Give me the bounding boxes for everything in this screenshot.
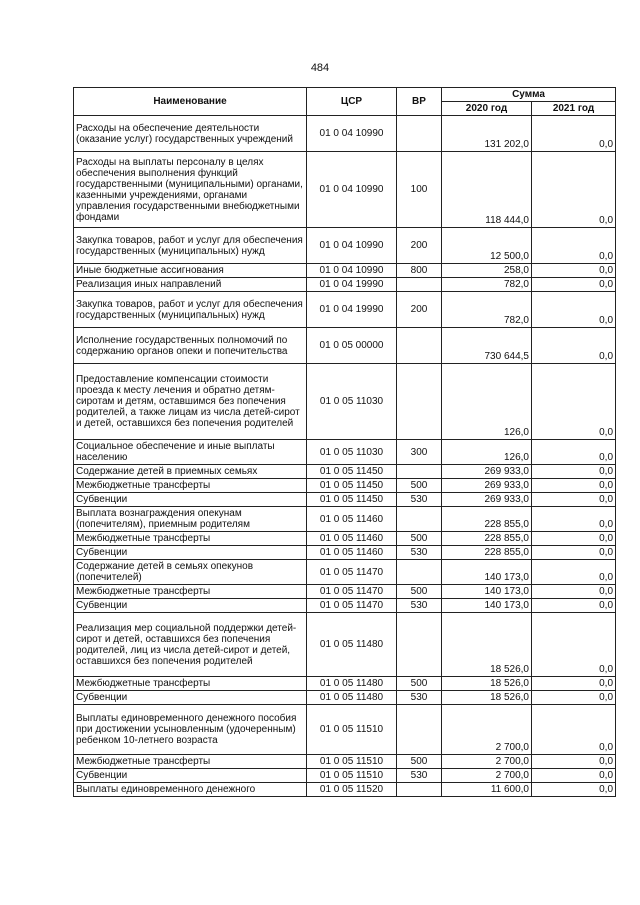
row-name: Реализация иных направлений (74, 278, 307, 292)
row-sum-2020: 2 700,0 (442, 705, 532, 755)
table-row (74, 278, 616, 292)
row-sum-2021: 0,0 (532, 465, 616, 479)
row-csr: 01 0 05 11480 (307, 691, 397, 705)
row-vr: 200 (397, 292, 442, 328)
row-name: Межбюджетные трансферты (74, 677, 307, 691)
page-number: 484 (310, 62, 330, 74)
table-row (74, 585, 616, 599)
table-row (74, 465, 616, 479)
row-csr: 01 0 05 00000 (307, 328, 397, 364)
table-row (74, 783, 616, 797)
table-row (74, 328, 616, 364)
table-row (74, 507, 616, 532)
row-name: Закупка товаров, работ и услуг для обеспечения государственных (муниципальных) нужд (74, 228, 307, 264)
row-sum-2020: 11 600,0 (442, 783, 532, 797)
row-sum-2021: 0,0 (532, 116, 616, 152)
table-row (74, 599, 616, 613)
row-vr (397, 364, 442, 440)
row-csr: 01 0 04 10990 (307, 264, 397, 278)
row-csr: 01 0 05 11510 (307, 769, 397, 783)
table-row (74, 493, 616, 507)
table-row (74, 705, 616, 755)
row-sum-2021: 0,0 (532, 228, 616, 264)
row-sum-2020: 228 855,0 (442, 507, 532, 532)
row-csr: 01 0 05 11520 (307, 783, 397, 797)
row-vr (397, 613, 442, 677)
row-name: Содержание детей в семьях опекунов (попечителей) (74, 560, 307, 585)
row-sum-2020: 126,0 (442, 364, 532, 440)
row-sum-2021: 0,0 (532, 546, 616, 560)
row-name: Расходы на выплаты персоналу в целях обеспечения выполнения функций государственными (муниципальными) органами, казенными учреждениями, органами управления государственными внебюджетными фондами (74, 152, 307, 228)
row-sum-2020: 126,0 (442, 440, 532, 465)
row-name: Выплата вознаграждения опекунам (попечителям), приемным родителям (74, 507, 307, 532)
row-vr: 500 (397, 677, 442, 691)
row-vr (397, 328, 442, 364)
row-sum-2021: 0,0 (532, 264, 616, 278)
row-sum-2021: 0,0 (532, 585, 616, 599)
header-csr: ЦСР (307, 88, 397, 116)
row-csr: 01 0 05 11510 (307, 705, 397, 755)
row-sum-2021: 0,0 (532, 493, 616, 507)
row-csr: 01 0 05 11510 (307, 755, 397, 769)
row-sum-2021: 0,0 (532, 755, 616, 769)
row-sum-2021: 0,0 (532, 613, 616, 677)
row-sum-2021: 0,0 (532, 278, 616, 292)
row-sum-2020: 269 933,0 (442, 479, 532, 493)
row-sum-2021: 0,0 (532, 364, 616, 440)
header-sum: Сумма (442, 88, 616, 102)
row-vr (397, 560, 442, 585)
row-vr: 500 (397, 755, 442, 769)
row-sum-2021: 0,0 (532, 705, 616, 755)
header-2021: 2021 год (532, 102, 616, 116)
row-csr: 01 0 05 11460 (307, 546, 397, 560)
row-sum-2021: 0,0 (532, 328, 616, 364)
table-row (74, 691, 616, 705)
row-sum-2020: 2 700,0 (442, 769, 532, 783)
row-vr (397, 116, 442, 152)
row-name: Субвенции (74, 691, 307, 705)
row-name: Иные бюджетные ассигнования (74, 264, 307, 278)
row-sum-2021: 0,0 (532, 691, 616, 705)
row-vr: 530 (397, 769, 442, 783)
table-row (74, 677, 616, 691)
row-csr: 01 0 04 19990 (307, 292, 397, 328)
row-vr: 530 (397, 691, 442, 705)
table-row (74, 364, 616, 440)
row-sum-2021: 0,0 (532, 677, 616, 691)
row-sum-2020: 18 526,0 (442, 691, 532, 705)
row-csr: 01 0 05 11030 (307, 364, 397, 440)
row-sum-2021: 0,0 (532, 507, 616, 532)
row-vr: 500 (397, 585, 442, 599)
row-csr: 01 0 04 10990 (307, 228, 397, 264)
row-csr: 01 0 05 11470 (307, 585, 397, 599)
row-csr: 01 0 04 10990 (307, 152, 397, 228)
row-name: Субвенции (74, 769, 307, 783)
row-csr: 01 0 05 11450 (307, 493, 397, 507)
row-vr (397, 278, 442, 292)
row-sum-2021: 0,0 (532, 152, 616, 228)
row-sum-2020: 140 173,0 (442, 599, 532, 613)
row-vr (397, 507, 442, 532)
row-csr: 01 0 05 11460 (307, 532, 397, 546)
row-sum-2020: 18 526,0 (442, 677, 532, 691)
row-vr (397, 465, 442, 479)
row-vr: 530 (397, 599, 442, 613)
row-csr: 01 0 05 11480 (307, 613, 397, 677)
row-sum-2021: 0,0 (532, 532, 616, 546)
row-csr: 01 0 05 11480 (307, 677, 397, 691)
row-name: Содержание детей в приемных семьях (74, 465, 307, 479)
row-sum-2020: 782,0 (442, 278, 532, 292)
row-csr: 01 0 05 11470 (307, 560, 397, 585)
row-name: Субвенции (74, 546, 307, 560)
row-vr: 530 (397, 493, 442, 507)
row-name: Расходы на обеспечение деятельности (оказание услуг) государственных учреждений (74, 116, 307, 152)
row-name: Межбюджетные трансферты (74, 479, 307, 493)
row-sum-2020: 782,0 (442, 292, 532, 328)
row-vr: 800 (397, 264, 442, 278)
row-name: Выплаты единовременного денежного пособия при достижении усыновленным (удочеренным) ребенком 10-летнего возраста (74, 705, 307, 755)
row-csr: 01 0 04 19990 (307, 278, 397, 292)
row-sum-2020: 730 644,5 (442, 328, 532, 364)
row-csr: 01 0 05 11460 (307, 507, 397, 532)
row-name: Субвенции (74, 599, 307, 613)
table-row (74, 228, 616, 264)
row-sum-2021: 0,0 (532, 292, 616, 328)
table-row (74, 440, 616, 465)
row-sum-2021: 0,0 (532, 769, 616, 783)
row-csr: 01 0 05 11470 (307, 599, 397, 613)
table-row (74, 613, 616, 677)
row-sum-2020: 140 173,0 (442, 560, 532, 585)
row-sum-2020: 118 444,0 (442, 152, 532, 228)
table-row (74, 152, 616, 228)
row-name: Межбюджетные трансферты (74, 532, 307, 546)
row-csr: 01 0 04 10990 (307, 116, 397, 152)
row-vr (397, 783, 442, 797)
row-sum-2020: 228 855,0 (442, 546, 532, 560)
row-sum-2020: 269 933,0 (442, 465, 532, 479)
table-row (74, 532, 616, 546)
row-vr (397, 705, 442, 755)
row-vr: 500 (397, 532, 442, 546)
row-vr: 200 (397, 228, 442, 264)
row-name: Исполнение государственных полномочий по содержанию органов опеки и попечительства (74, 328, 307, 364)
budget-table (73, 87, 616, 797)
row-sum-2021: 0,0 (532, 479, 616, 493)
table-row (74, 479, 616, 493)
row-sum-2021: 0,0 (532, 599, 616, 613)
row-name: Выплаты единовременного денежного (74, 783, 307, 797)
table-row (74, 292, 616, 328)
row-vr: 500 (397, 479, 442, 493)
row-sum-2020: 2 700,0 (442, 755, 532, 769)
row-vr: 300 (397, 440, 442, 465)
row-csr: 01 0 05 11450 (307, 465, 397, 479)
row-sum-2021: 0,0 (532, 560, 616, 585)
row-vr: 100 (397, 152, 442, 228)
table-row (74, 769, 616, 783)
row-csr: 01 0 05 11030 (307, 440, 397, 465)
row-sum-2020: 140 173,0 (442, 585, 532, 599)
header-vr: ВР (397, 88, 442, 116)
table-row (74, 546, 616, 560)
table-row (74, 755, 616, 769)
row-sum-2020: 131 202,0 (442, 116, 532, 152)
row-name: Социальное обеспечение и иные выплаты населению (74, 440, 307, 465)
row-vr: 530 (397, 546, 442, 560)
row-csr: 01 0 05 11450 (307, 479, 397, 493)
row-name: Закупка товаров, работ и услуг для обеспечения государственных (муниципальных) нужд (74, 292, 307, 328)
row-sum-2020: 12 500,0 (442, 228, 532, 264)
row-name: Реализация мер социальной поддержки детей-сирот и детей, оставшихся без попечения родителей, лиц из числа детей-сирот и детей, оставшихся без попечения родителей (74, 613, 307, 677)
row-name: Предоставление компенсации стоимости проезда к месту лечения и обратно детям-сиротам и детям, оставшимся без попечения родителей, а также лицам из числа детей-сирот и детей, оставшихся без попечения родителей (74, 364, 307, 440)
row-name: Субвенции (74, 493, 307, 507)
row-sum-2020: 269 933,0 (442, 493, 532, 507)
table-body (74, 116, 616, 797)
row-sum-2020: 228 855,0 (442, 532, 532, 546)
table-row (74, 116, 616, 152)
row-sum-2020: 18 526,0 (442, 613, 532, 677)
row-sum-2020: 258,0 (442, 264, 532, 278)
table-row (74, 264, 616, 278)
table-row (74, 560, 616, 585)
header-name: Наименование (74, 88, 307, 116)
row-sum-2021: 0,0 (532, 440, 616, 465)
row-sum-2021: 0,0 (532, 783, 616, 797)
row-name: Межбюджетные трансферты (74, 585, 307, 599)
header-2020: 2020 год (442, 102, 532, 116)
row-name: Межбюджетные трансферты (74, 755, 307, 769)
